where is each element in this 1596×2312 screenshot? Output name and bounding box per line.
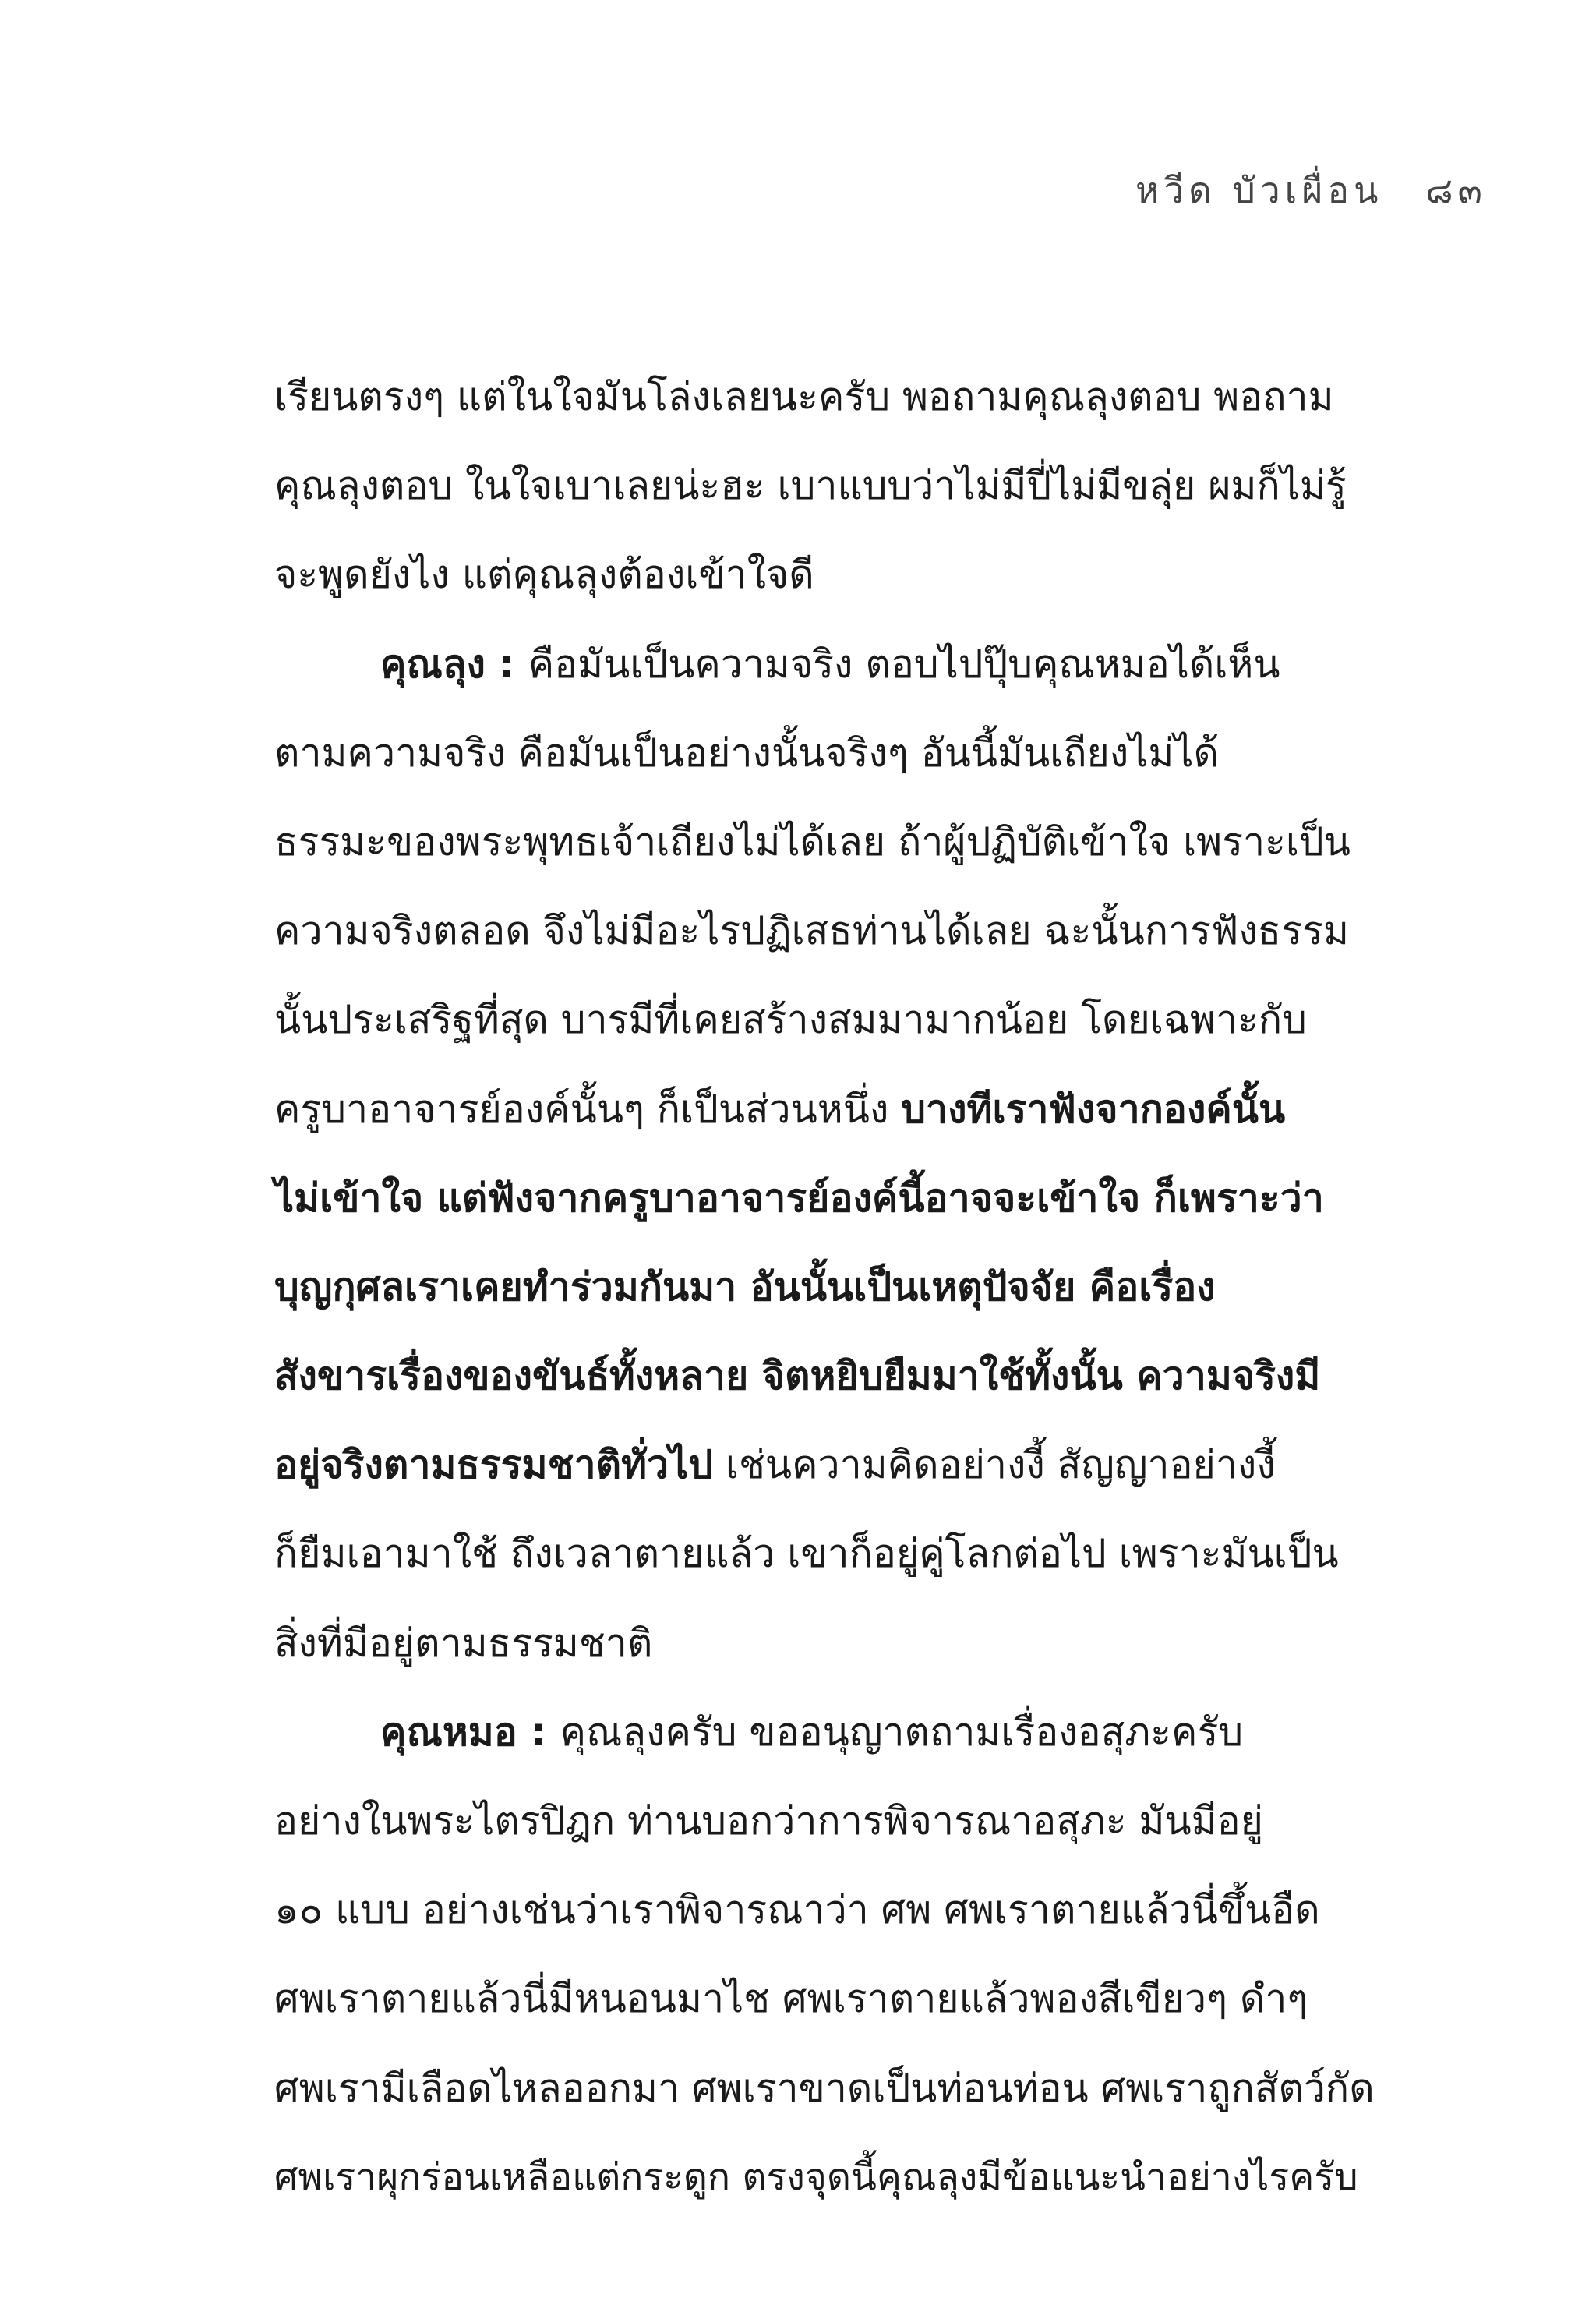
- text-run: ศพเราตายแล้วนี่มีหนอนมาไช ศพเราตายแล้วพองสีเขียวๆ ดำๆ: [274, 1976, 1308, 2022]
- running-header-title: หวีด บัวเผื่อน: [1135, 169, 1383, 211]
- text-run: ครูบาอาจารย์องค์นั้นๆ ก็เป็นส่วนหนึ่ง: [274, 1086, 902, 1132]
- text-line: [274, 797, 1381, 886]
- body-text: [274, 352, 1381, 2222]
- text-line: [274, 1509, 1381, 1598]
- page-number: ๘๓: [1425, 169, 1487, 211]
- bold-text: สังขารเรื่องของขันธ์ทั้งหลาย จิตหยิบยืมมาใช้ทั้งนั้น ความจริงมี: [274, 1353, 1321, 1399]
- text-line: [274, 2133, 1381, 2222]
- text-line: [274, 1154, 1381, 1243]
- running-header: [1135, 162, 1487, 219]
- bold-text: คุณหมอ :: [380, 1709, 560, 1755]
- bold-text: อยู่จริงตามธรรมชาติทั่วไป: [274, 1442, 713, 1488]
- text-run: คุณลุงตอบ ในใจเบาเลยน่ะฮะ เบาแบบว่าไม่มีปี่ไม่มีขลุ่ย ผมก็ไม่รู้: [274, 463, 1347, 509]
- text-line: [274, 886, 1381, 975]
- text-line: [274, 709, 1381, 797]
- text-run: ๑๐ แบบ อย่างเช่นว่าเราพิจารณาว่า ศพ ศพเราตายแล้วนี่ขึ้นอืด: [274, 1887, 1320, 1933]
- text-run: ธรรมะของพระพุทธเจ้าเถียงไม่ได้เลย ถ้าผู้ปฏิบัติเข้าใจ เพราะเป็น: [274, 818, 1351, 864]
- text-run: นั้นประเสริฐที่สุด บารมีที่เคยสร้างสมมามากน้อย โดยเฉพาะกับ: [274, 997, 1307, 1043]
- text-line: [274, 441, 1381, 530]
- bold-text: บุญกุศลเราเคยทำร่วมกันมา อันนั้นเป็นเหตุปัจจัย คือเรื่อง: [274, 1264, 1216, 1310]
- text-line: [274, 1331, 1381, 1420]
- text-line: [274, 1954, 1381, 2043]
- text-run: ก็ยืมเอามาใช้ ถึงเวลาตายแล้ว เขาก็อยู่คู่โลกต่อไป เพราะมันเป็น: [274, 1531, 1339, 1577]
- text-run: สิ่งที่มีอยู่ตามธรรมชาติ: [274, 1620, 653, 1666]
- text-run: ตามความจริง คือมันเป็นอย่างนั้นจริงๆ อันนี้มันเถียงไม่ได้: [274, 730, 1219, 776]
- text-run: คุณลุงครับ ขออนุญาตถามเรื่องอสุภะครับ: [560, 1709, 1244, 1755]
- text-run: ศพเรามีเลือดไหลออกมา ศพเราขาดเป็นท่อนท่อน ศพเราถูกสัตว์กัด: [274, 2065, 1375, 2111]
- text-line: [274, 352, 1381, 441]
- text-run: จะพูดยังไง แต่คุณลุงต้องเข้าใจดี: [274, 552, 814, 598]
- text-run: คือมันเป็นความจริง ตอบไปปุ๊บคุณหมอได้เห็น: [528, 641, 1280, 687]
- text-line: [274, 530, 1381, 619]
- text-line: [274, 975, 1381, 1064]
- text-run: ศพเราผุกร่อนเหลือแต่กระดูก ตรงจุดนี้คุณลุงมีข้อแนะนำอย่างไรครับ: [274, 2155, 1358, 2199]
- bold-text: คุณลุง :: [380, 641, 528, 687]
- bold-text: บางทีเราฟังจากองค์นั้น: [901, 1086, 1286, 1132]
- text-run: เช่นความคิดอย่างงี้ สัญญาอย่างงี้: [713, 1442, 1276, 1488]
- text-line: [274, 1420, 1381, 1509]
- text-line: [274, 1599, 1381, 1688]
- bold-text: ไม่เข้าใจ แต่ฟังจากครูบาอาจารย์องค์นี้อาจจะเข้าใจ ก็เพราะว่า: [274, 1175, 1324, 1221]
- text-line: [274, 1688, 1381, 1776]
- text-line: [274, 2044, 1381, 2133]
- text-run: ความจริงตลอด จึงไม่มีอะไรปฏิเสธท่านได้เลย ฉะนั้นการฟังธรรม: [274, 908, 1349, 954]
- text-line: [274, 1243, 1381, 1331]
- text-run: เรียนตรงๆ แต่ในใจมันโล่งเลยนะครับ พอถามคุณลุงตอบ พอถาม: [274, 374, 1334, 419]
- text-line: [274, 1065, 1381, 1154]
- text-line: [274, 1776, 1381, 1865]
- text-line: [274, 1865, 1381, 1954]
- text-run: อย่างในพระไตรปิฎก ท่านบอกว่าการพิจารณาอสุภะ มันมีอยู่: [274, 1798, 1263, 1844]
- text-line: [274, 620, 1381, 709]
